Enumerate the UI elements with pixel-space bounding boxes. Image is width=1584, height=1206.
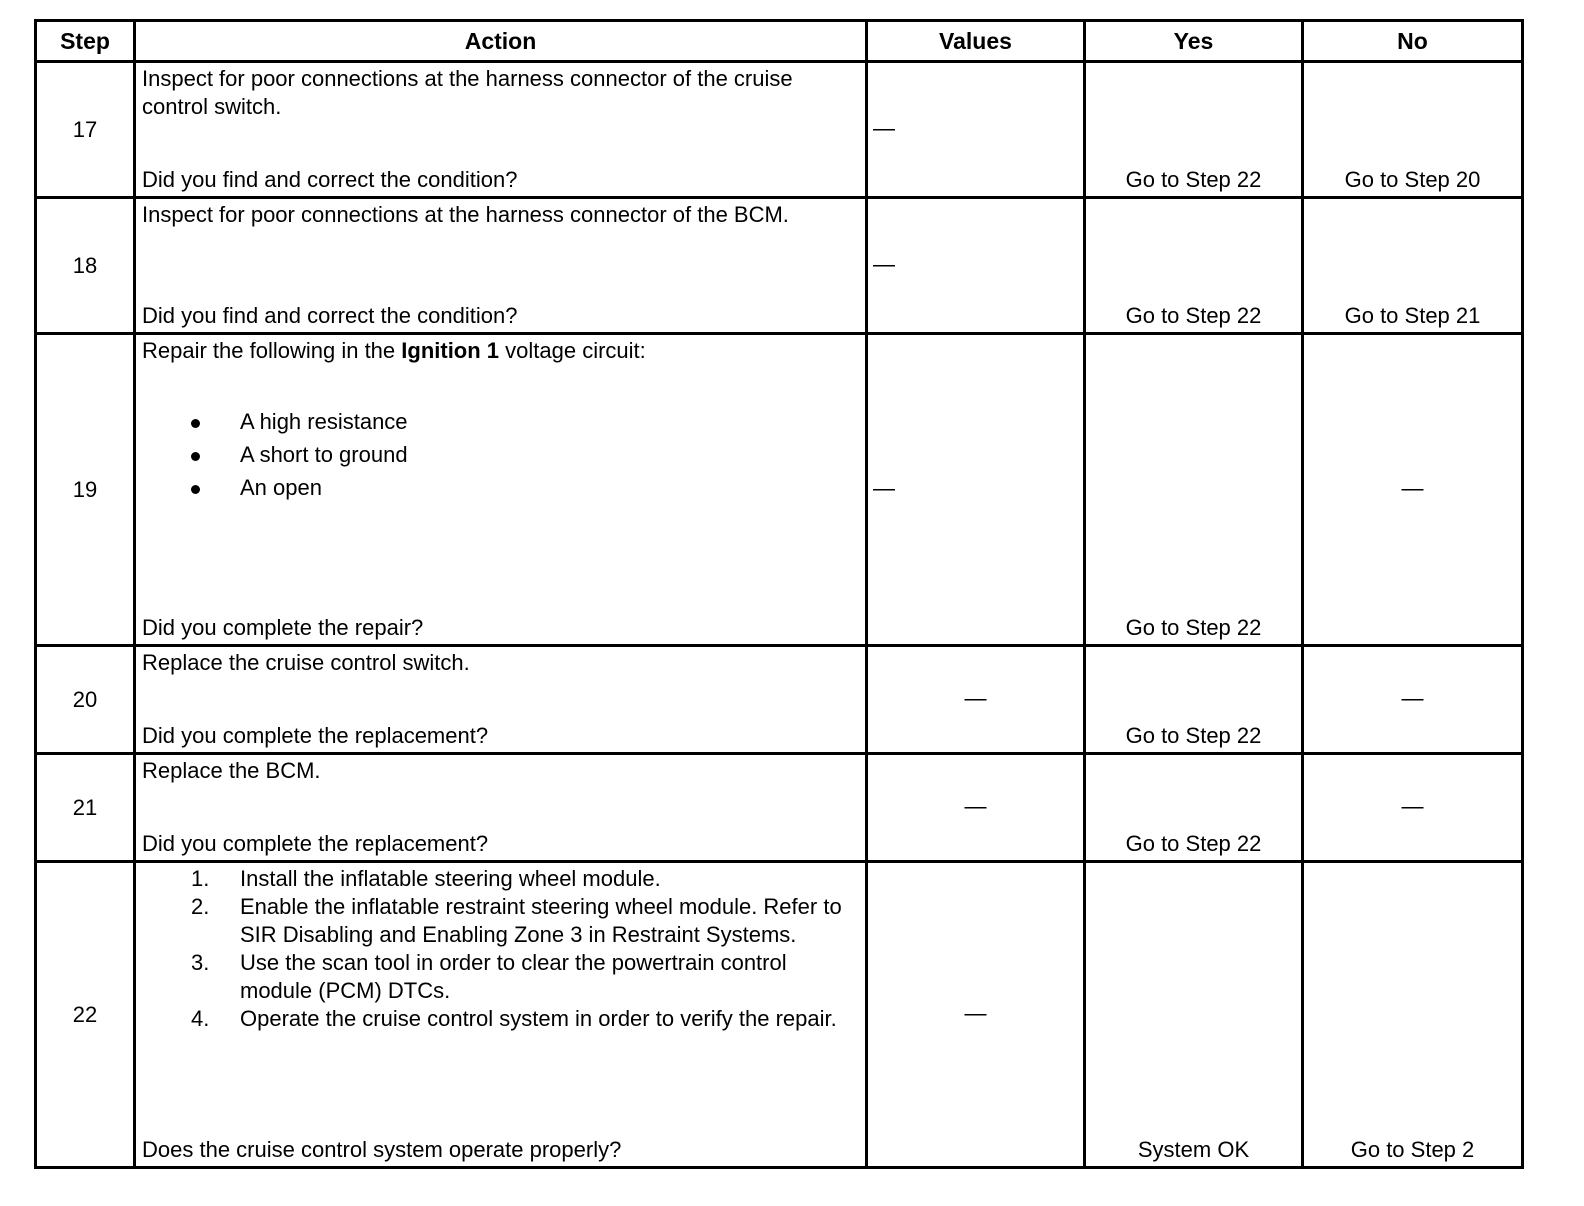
- yes-cell: [1085, 62, 1303, 198]
- action-cell: [135, 646, 867, 754]
- values-cell: [867, 62, 1085, 198]
- values-cell: [867, 754, 1085, 862]
- diagnostic-table: [34, 19, 1524, 1169]
- list-item-text: Use the scan tool in order to clear the powertrain control module (PCM) DTCs.: [240, 950, 787, 1003]
- action-question: Did you complete the repair?: [142, 615, 424, 640]
- values-dash: —: [964, 793, 987, 819]
- action-text-suffix: voltage circuit:: [499, 338, 646, 363]
- values-dash: —: [873, 475, 895, 501]
- values-dash: —: [873, 115, 895, 141]
- action-text: [142, 337, 859, 365]
- action-question: Did you find and correct the condition?: [142, 167, 518, 192]
- yes-cell: [1085, 862, 1303, 1168]
- list-item: [142, 405, 859, 438]
- table-row: [36, 334, 1523, 646]
- table-row: [36, 754, 1523, 862]
- header-values: Values: [867, 21, 1085, 62]
- no-cell: [1303, 62, 1523, 198]
- table-row: [36, 862, 1523, 1168]
- list-item: [142, 865, 859, 893]
- yes-link: Go to Step 22: [1125, 167, 1262, 192]
- list-item-text: Enable the inflatable restraint steering wheel module. Refer to SIR Disabling and Enabling Zone 3 in Restraint Systems.: [240, 894, 842, 947]
- values-cell: [867, 862, 1085, 1168]
- header-step: Step: [36, 21, 135, 62]
- values-cell: [867, 198, 1085, 334]
- values-dash: —: [964, 685, 987, 711]
- no-cell: [1303, 754, 1523, 862]
- no-cell: [1303, 198, 1523, 334]
- list-item-number: 2.: [191, 894, 210, 919]
- yes-cell: [1085, 646, 1303, 754]
- list-item-text: Install the inflatable steering wheel module.: [240, 866, 661, 891]
- step-number: 20: [36, 646, 135, 754]
- header-row: [36, 21, 1523, 62]
- action-text: Replace the BCM.: [142, 758, 321, 783]
- action-question: Did you find and correct the condition?: [142, 303, 518, 328]
- circuit-name: Ignition 1: [401, 338, 500, 363]
- list-item-text: Operate the cruise control system in order to verify the repair.: [240, 1006, 837, 1031]
- list-item-text: An open: [240, 475, 322, 500]
- table-row: [36, 646, 1523, 754]
- no-link: Go to Step 21: [1344, 303, 1481, 328]
- yes-link: System OK: [1137, 1137, 1250, 1162]
- bullet-icon: [191, 452, 200, 461]
- action-text: Inspect for poor connections at the harness connector of the BCM.: [142, 202, 789, 227]
- yes-cell: [1085, 334, 1303, 646]
- action-cell: [135, 862, 867, 1168]
- list-item-number: 1.: [191, 866, 210, 891]
- values-cell: [867, 334, 1085, 646]
- action-text: Inspect for poor connections at the harness connector of the cruise control switch.: [142, 66, 793, 119]
- step-number: 22: [36, 862, 135, 1168]
- step-number: 19: [36, 334, 135, 646]
- yes-cell: [1085, 754, 1303, 862]
- no-dash: —: [1401, 475, 1424, 501]
- list-item: [142, 893, 859, 949]
- header-action: Action: [135, 21, 867, 62]
- no-link: Go to Step 2: [1350, 1137, 1475, 1162]
- step-number: 21: [36, 754, 135, 862]
- no-dash: —: [1401, 793, 1424, 819]
- no-cell: [1303, 646, 1523, 754]
- yes-cell: [1085, 198, 1303, 334]
- step-number: 18: [36, 198, 135, 334]
- no-dash: —: [1401, 685, 1424, 711]
- list-item-number: 3.: [191, 950, 210, 975]
- list-item-text: A high resistance: [240, 409, 408, 434]
- step-number: 17: [36, 62, 135, 198]
- no-cell: [1303, 862, 1523, 1168]
- header-yes: Yes: [1085, 21, 1303, 62]
- list-item-text: A short to ground: [240, 442, 408, 467]
- action-question: Did you complete the replacement?: [142, 831, 489, 856]
- yes-link: Go to Step 22: [1125, 303, 1262, 328]
- bullet-icon: [191, 419, 200, 428]
- list-item: [142, 471, 859, 504]
- action-cell: [135, 334, 867, 646]
- values-cell: [867, 646, 1085, 754]
- action-text: Replace the cruise control switch.: [142, 650, 470, 675]
- action-cell: [135, 198, 867, 334]
- yes-link: Go to Step 22: [1125, 723, 1262, 748]
- procedure-list: [142, 865, 859, 1033]
- action-question: Does the cruise control system operate properly?: [142, 1137, 622, 1162]
- action-cell: [135, 62, 867, 198]
- table-row: [36, 62, 1523, 198]
- list-item: [142, 438, 859, 471]
- list-item: [142, 1005, 859, 1033]
- no-cell: [1303, 334, 1523, 646]
- yes-link: Go to Step 22: [1125, 615, 1262, 640]
- values-dash: —: [964, 1000, 987, 1026]
- list-item-number: 4.: [191, 1006, 210, 1031]
- header-no: No: [1303, 21, 1523, 62]
- table-row: [36, 198, 1523, 334]
- yes-link: Go to Step 22: [1125, 831, 1262, 856]
- no-link: Go to Step 20: [1344, 167, 1481, 192]
- action-cell: [135, 754, 867, 862]
- values-dash: —: [873, 251, 895, 277]
- action-question: Did you complete the replacement?: [142, 723, 489, 748]
- bullet-icon: [191, 485, 200, 494]
- list-item: [142, 949, 859, 1005]
- condition-list: [142, 405, 859, 504]
- action-text-prefix: Repair the following in the: [142, 338, 402, 363]
